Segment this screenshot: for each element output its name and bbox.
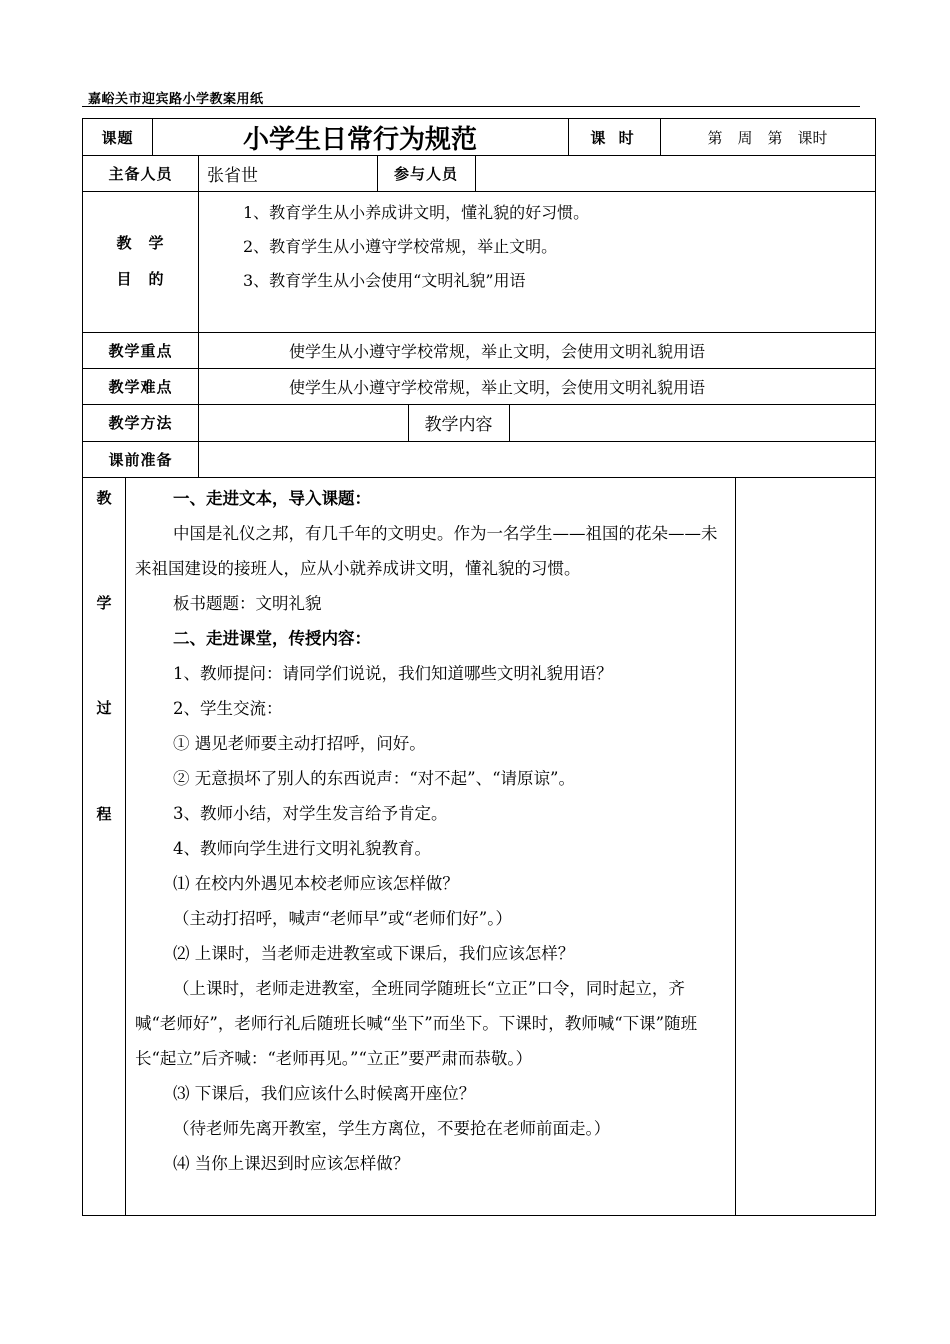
process-paragraph: 二、走进课堂，传授内容： (173, 629, 371, 648)
lesson-plan-table (82, 118, 876, 1216)
process-paragraph: 中国是礼仪之邦，有几千年的文明史。作为一名学生——祖国的花朵——未来祖国建设的接班人，应从小就养成讲文明，懂礼貌的习惯。 (135, 524, 718, 578)
difficulty-value: 使学生从小遵守学校常规，举止文明，会使用文明礼貌用语 (289, 377, 706, 397)
document-header: 嘉峪关市迎宾路小学教案用纸 (88, 92, 264, 107)
process-paragraph: （待老师先离开教室，学生方离位，不要抢在老师前面走。） (173, 1119, 611, 1138)
content-label: 教学内容 (424, 415, 493, 435)
participants-value (475, 155, 875, 191)
process-label-char: 过 (96, 699, 112, 717)
row-divider (83, 191, 875, 192)
process-body (125, 481, 735, 1215)
key-point-value: 使学生从小遵守学校常规，举止文明，会使用文明礼貌用语 (289, 341, 706, 361)
process-paragraph: ② 无意损坏了别人的东西说声：“对不起”、“请原谅”。 (173, 769, 575, 788)
goal-item: 1、教育学生从小养成讲文明，懂礼貌的好习惯。 (243, 203, 590, 222)
method-value (207, 404, 407, 441)
topic-value: 小学生日常行为规范 (242, 124, 477, 155)
process-label-char: 程 (96, 805, 112, 823)
prep-value (207, 441, 875, 477)
header-rule (82, 106, 860, 107)
col-divider (198, 155, 199, 477)
goal-label-line-2: 目 的 (116, 269, 165, 288)
method-label: 教学方法 (108, 414, 173, 432)
process-paragraph: 1、教师提问：请同学们说说，我们知道哪些文明礼貌用语？ (173, 664, 613, 683)
process-paragraph: ⑶ 下课后，我们应该什么时候离开座位？ (173, 1084, 476, 1103)
process-paragraph: ⑷ 当你上课迟到时应该怎样做？ (173, 1154, 410, 1173)
process-paragraph: ⑴ 在校内外遇见本校老师应该怎样做？ (173, 874, 459, 893)
process-paragraph: ⑵ 上课时，当老师走进教室或下课后，我们应该怎样？ (173, 944, 575, 963)
process-label-char: 学 (96, 594, 112, 612)
process-notes-column (735, 477, 875, 1215)
lead-value: 张省世 (207, 165, 258, 186)
content-value (519, 404, 875, 441)
process-paragraph: （主动打招呼，喊声“老师早”或“老师们好”。） (173, 909, 512, 928)
process-paragraph: 4、教师向学生进行文明礼貌教育。 (173, 839, 431, 858)
period-value: 第 周 第 课时 (707, 128, 828, 147)
process-paragraph: 3、教师小结，对学生发言给予肯定。 (173, 804, 448, 823)
difficulty-label: 教学难点 (108, 377, 173, 396)
process-paragraph: ① 遇见老师要主动打招呼，问好。 (173, 734, 426, 753)
process-paragraph: 2、学生交流： (173, 699, 283, 718)
process-label-char: 教 (96, 489, 112, 507)
goal-item: 3、教育学生从小会使用“文明礼貌”用语 (243, 271, 526, 290)
topic-label: 课题 (101, 128, 134, 147)
period-label: 课 时 (590, 128, 638, 147)
process-paragraph: （上课时，老师走进教室，全班同学随班长“立正”口令，同时起立，齐喊“老师好”，老师行礼后随班长喊“坐下”而坐下。下课时，教师喊“下课”随班长“起立”后齐喊：“老师再见。”“立正”要严肃而恭敬。） (135, 979, 698, 1068)
process-paragraph: 一、走进文本，导入课题： (173, 489, 371, 508)
goal-label-line-1: 教 学 (116, 233, 165, 252)
col-divider (509, 404, 510, 441)
prep-label: 课前准备 (108, 450, 173, 469)
goal-item: 2、教育学生从小遵守学校常规，举止文明。 (243, 237, 558, 256)
process-paragraph: 板书题题：文明礼貌 (173, 594, 322, 613)
lead-label: 主备人员 (108, 164, 173, 183)
participants-label: 参与人员 (393, 164, 458, 183)
key-point-label: 教学重点 (108, 341, 173, 360)
